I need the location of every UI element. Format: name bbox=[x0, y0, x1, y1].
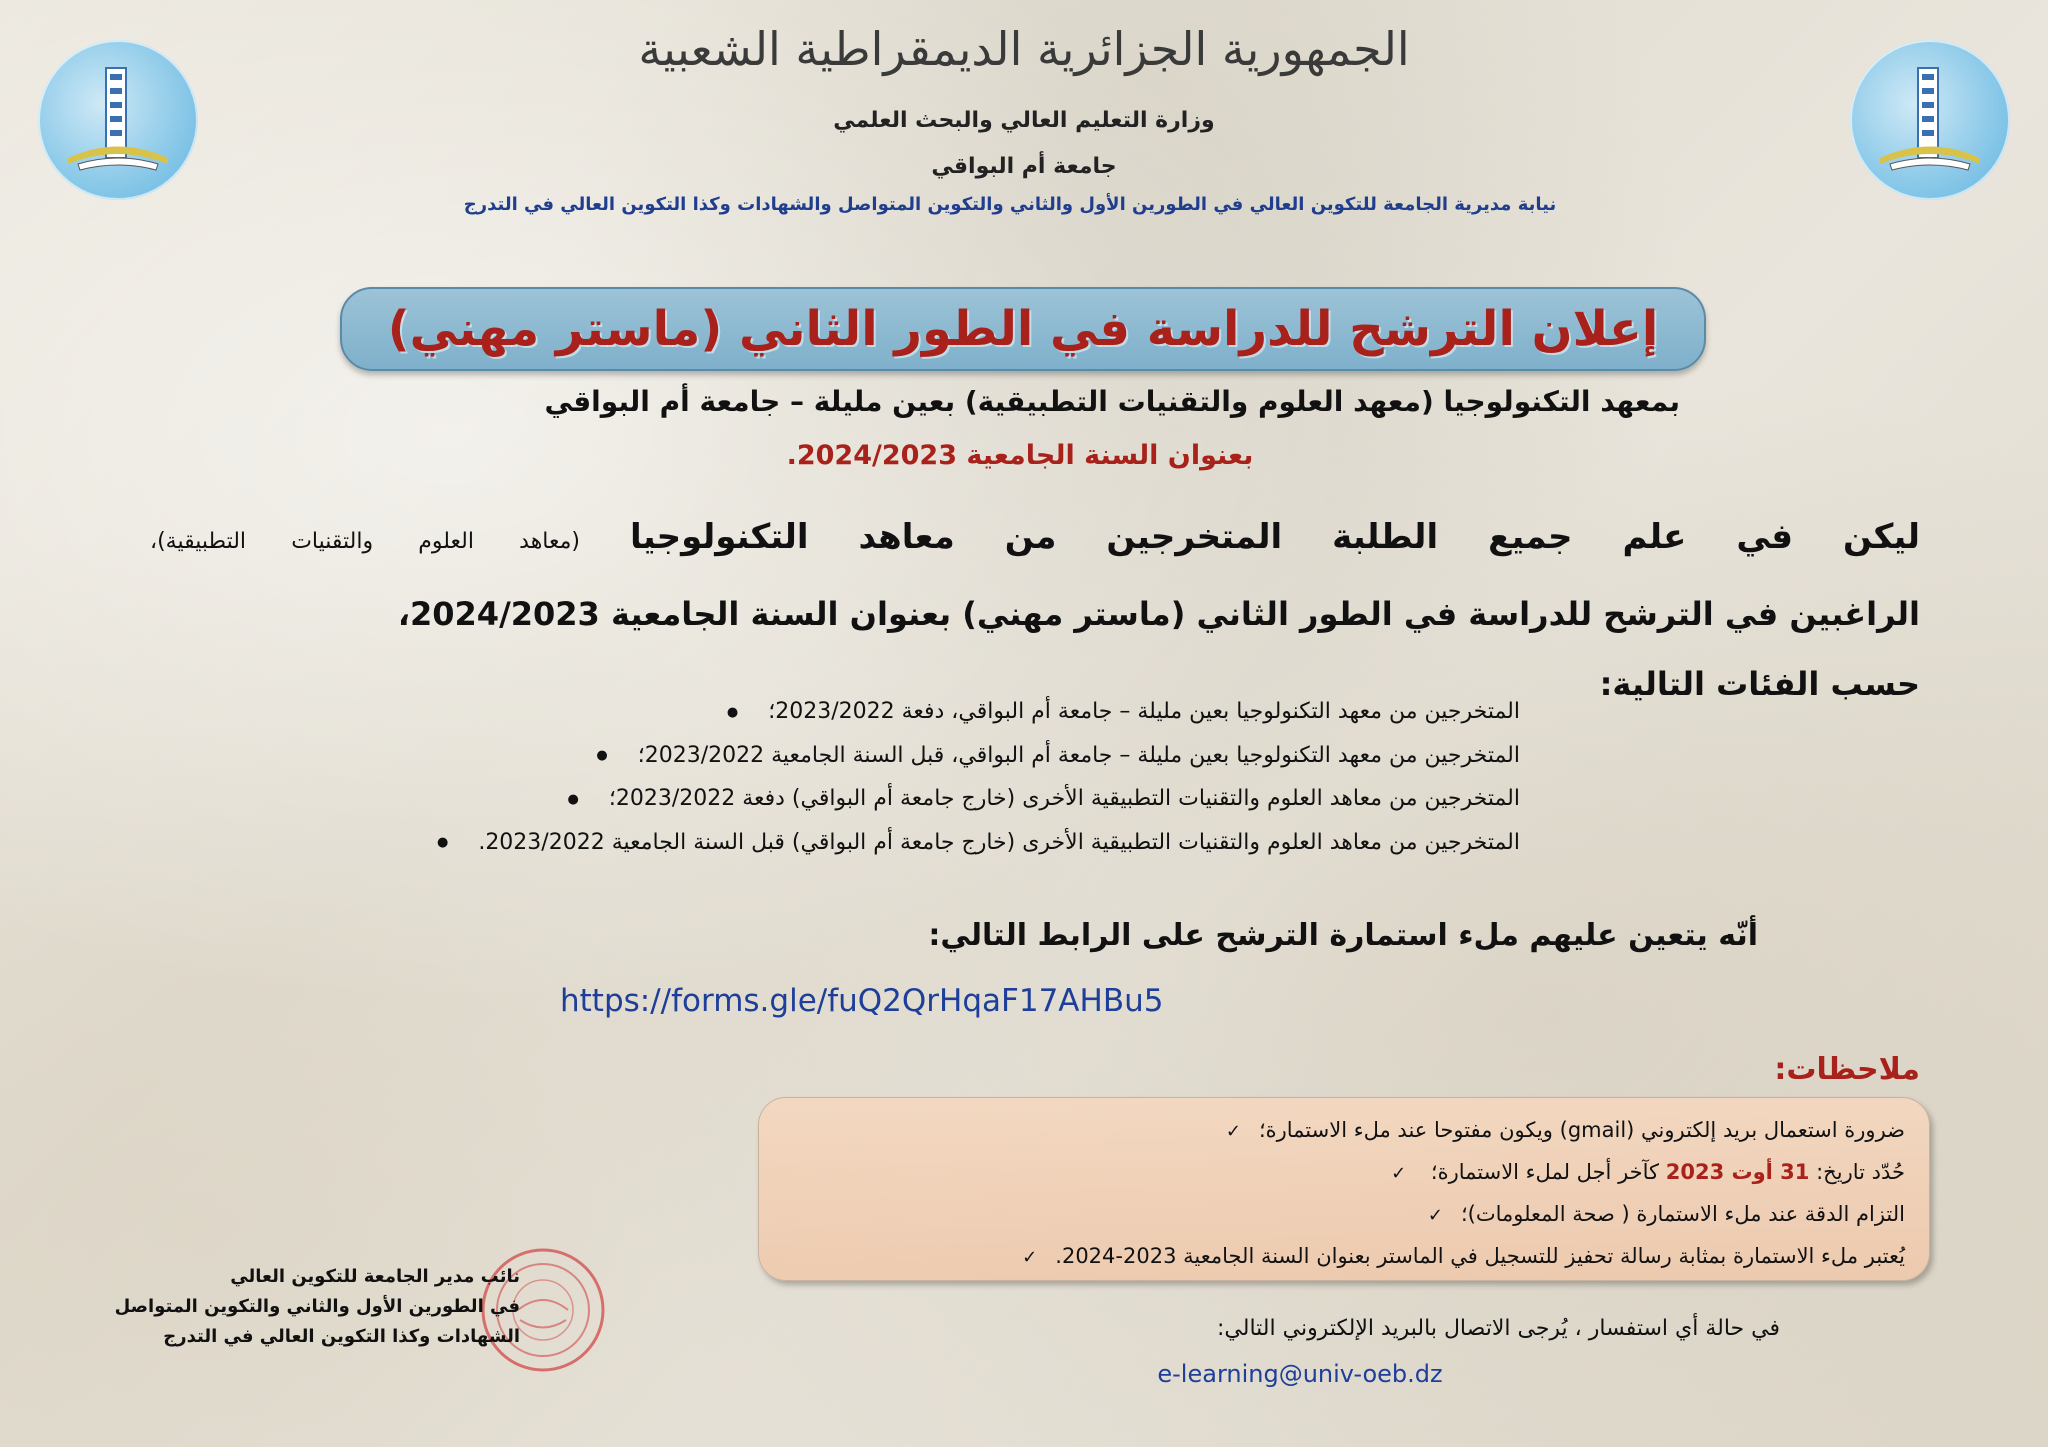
list-item: المتخرجين من معاهد العلوم والتقنيات التطبيقية الأخرى (خارج جامعة أم البواقي) قبل السنة الجامعية 2023/2022. ● bbox=[60, 821, 1520, 865]
academic-year-value: 2024/2023. bbox=[786, 440, 957, 471]
notes-list bbox=[790, 1110, 1905, 1278]
apply-instruction: أنّه يتعين عليهم ملء استمارة الترشح على الرابط التالي: bbox=[928, 918, 1758, 953]
list-item: المتخرجين من معاهد العلوم والتقنيات التطبيقية الأخرى (خارج جامعة أم البواقي) دفعة 2023/2022؛ ● bbox=[60, 777, 1520, 821]
note-item: يُعتبر ملء الاستمارة بمثابة رسالة تحفيز للتسجيل في الماستر بعنوان السنة الجامعية 2023-2024. ✓ bbox=[790, 1236, 1905, 1278]
note-item: ضرورة استعمال بريد إلكتروني (gmail) ويكون مفتوحا عند ملء الاستمارة؛ ✓ bbox=[790, 1110, 1905, 1152]
signature-line-1: نائب مدير الجامعة للتكوين العالي bbox=[230, 1266, 520, 1287]
banner-title: إعلان الترشح للدراسة في الطور الثاني (ماستر مهني) bbox=[387, 301, 1659, 357]
university-title: جامعة أم البواقي bbox=[931, 154, 1117, 179]
note-item bbox=[790, 1152, 1905, 1194]
signature-block bbox=[60, 1262, 520, 1352]
academic-year-label: بعنوان السنة الجامعية bbox=[966, 440, 1254, 471]
announcement-banner bbox=[340, 287, 1706, 371]
notes-title: ملاحظات: bbox=[1774, 1052, 1920, 1087]
note-deadline-date: 31 أوت 2023 bbox=[1665, 1160, 1810, 1184]
intro-line-1 bbox=[150, 517, 1921, 557]
signature-line-2: في الطورين الأول والثاني والتكوين المتواصل bbox=[114, 1296, 520, 1317]
directorate-title: نيابة مديرية الجامعة للتكوين العالي في الطورين الأول والثاني والتكوين المتواصل والشهادات وكذا التكوين العالي في التدرج bbox=[463, 194, 1557, 215]
academic-year-line bbox=[360, 440, 1680, 471]
application-form-link[interactable]: https://forms.gle/fuQ2QrHqaF17AHBu5 bbox=[560, 983, 1164, 1019]
note-deadline-suffix: كآخر أجل لملء الاستمارة؛ bbox=[1430, 1160, 1660, 1184]
ministry-title: وزارة التعليم العالي والبحث العلمي bbox=[833, 108, 1215, 133]
intro-line-1-main: ليكن في علم جميع الطلبة المتخرجين من معاهد التكنولوجيا bbox=[630, 517, 1921, 557]
intro-line-2: الراغبين في الترشح للدراسة في الطور الثاني (ماستر مهني) بعنوان السنة الجامعية 2024/2023، bbox=[397, 595, 1920, 633]
republic-title: الجمهورية الجزائرية الديمقراطية الشعبية bbox=[638, 22, 1410, 76]
contact-line: في حالة أي استفسار ، يُرجى الاتصال بالبريد الإلكتروني التالي: bbox=[1217, 1316, 1780, 1341]
categories-list bbox=[60, 690, 1520, 864]
list-item: المتخرجين من معهد التكنولوجيا بعين مليلة – جامعة أم البواقي، قبل السنة الجامعية 2023/2022؛ ● bbox=[60, 734, 1520, 778]
note-deadline-prefix: حُدّد تاريخ: bbox=[1816, 1160, 1905, 1184]
intro-line-1-note: (معاهد العلوم والتقنيات التطبيقية)، bbox=[150, 529, 580, 554]
institute-line: بمعهد التكنولوجيا (معهد العلوم والتقنيات التطبيقية) بعين مليلة – جامعة أم البواقي bbox=[544, 385, 1680, 418]
signature-line-3: الشهادات وكذا التكوين العالي في التدرج bbox=[163, 1326, 520, 1347]
contact-email-link[interactable]: e-learning@univ-oeb.dz bbox=[1157, 1360, 1443, 1388]
note-item: التزام الدقة عند ملء الاستمارة ( صحة المعلومات)؛ ✓ bbox=[790, 1194, 1905, 1236]
list-item: المتخرجين من معهد التكنولوجيا بعين مليلة – جامعة أم البواقي، دفعة 2023/2022؛ ● bbox=[60, 690, 1520, 734]
intro-line-3: حسب الفئات التالية: bbox=[1599, 665, 1920, 703]
